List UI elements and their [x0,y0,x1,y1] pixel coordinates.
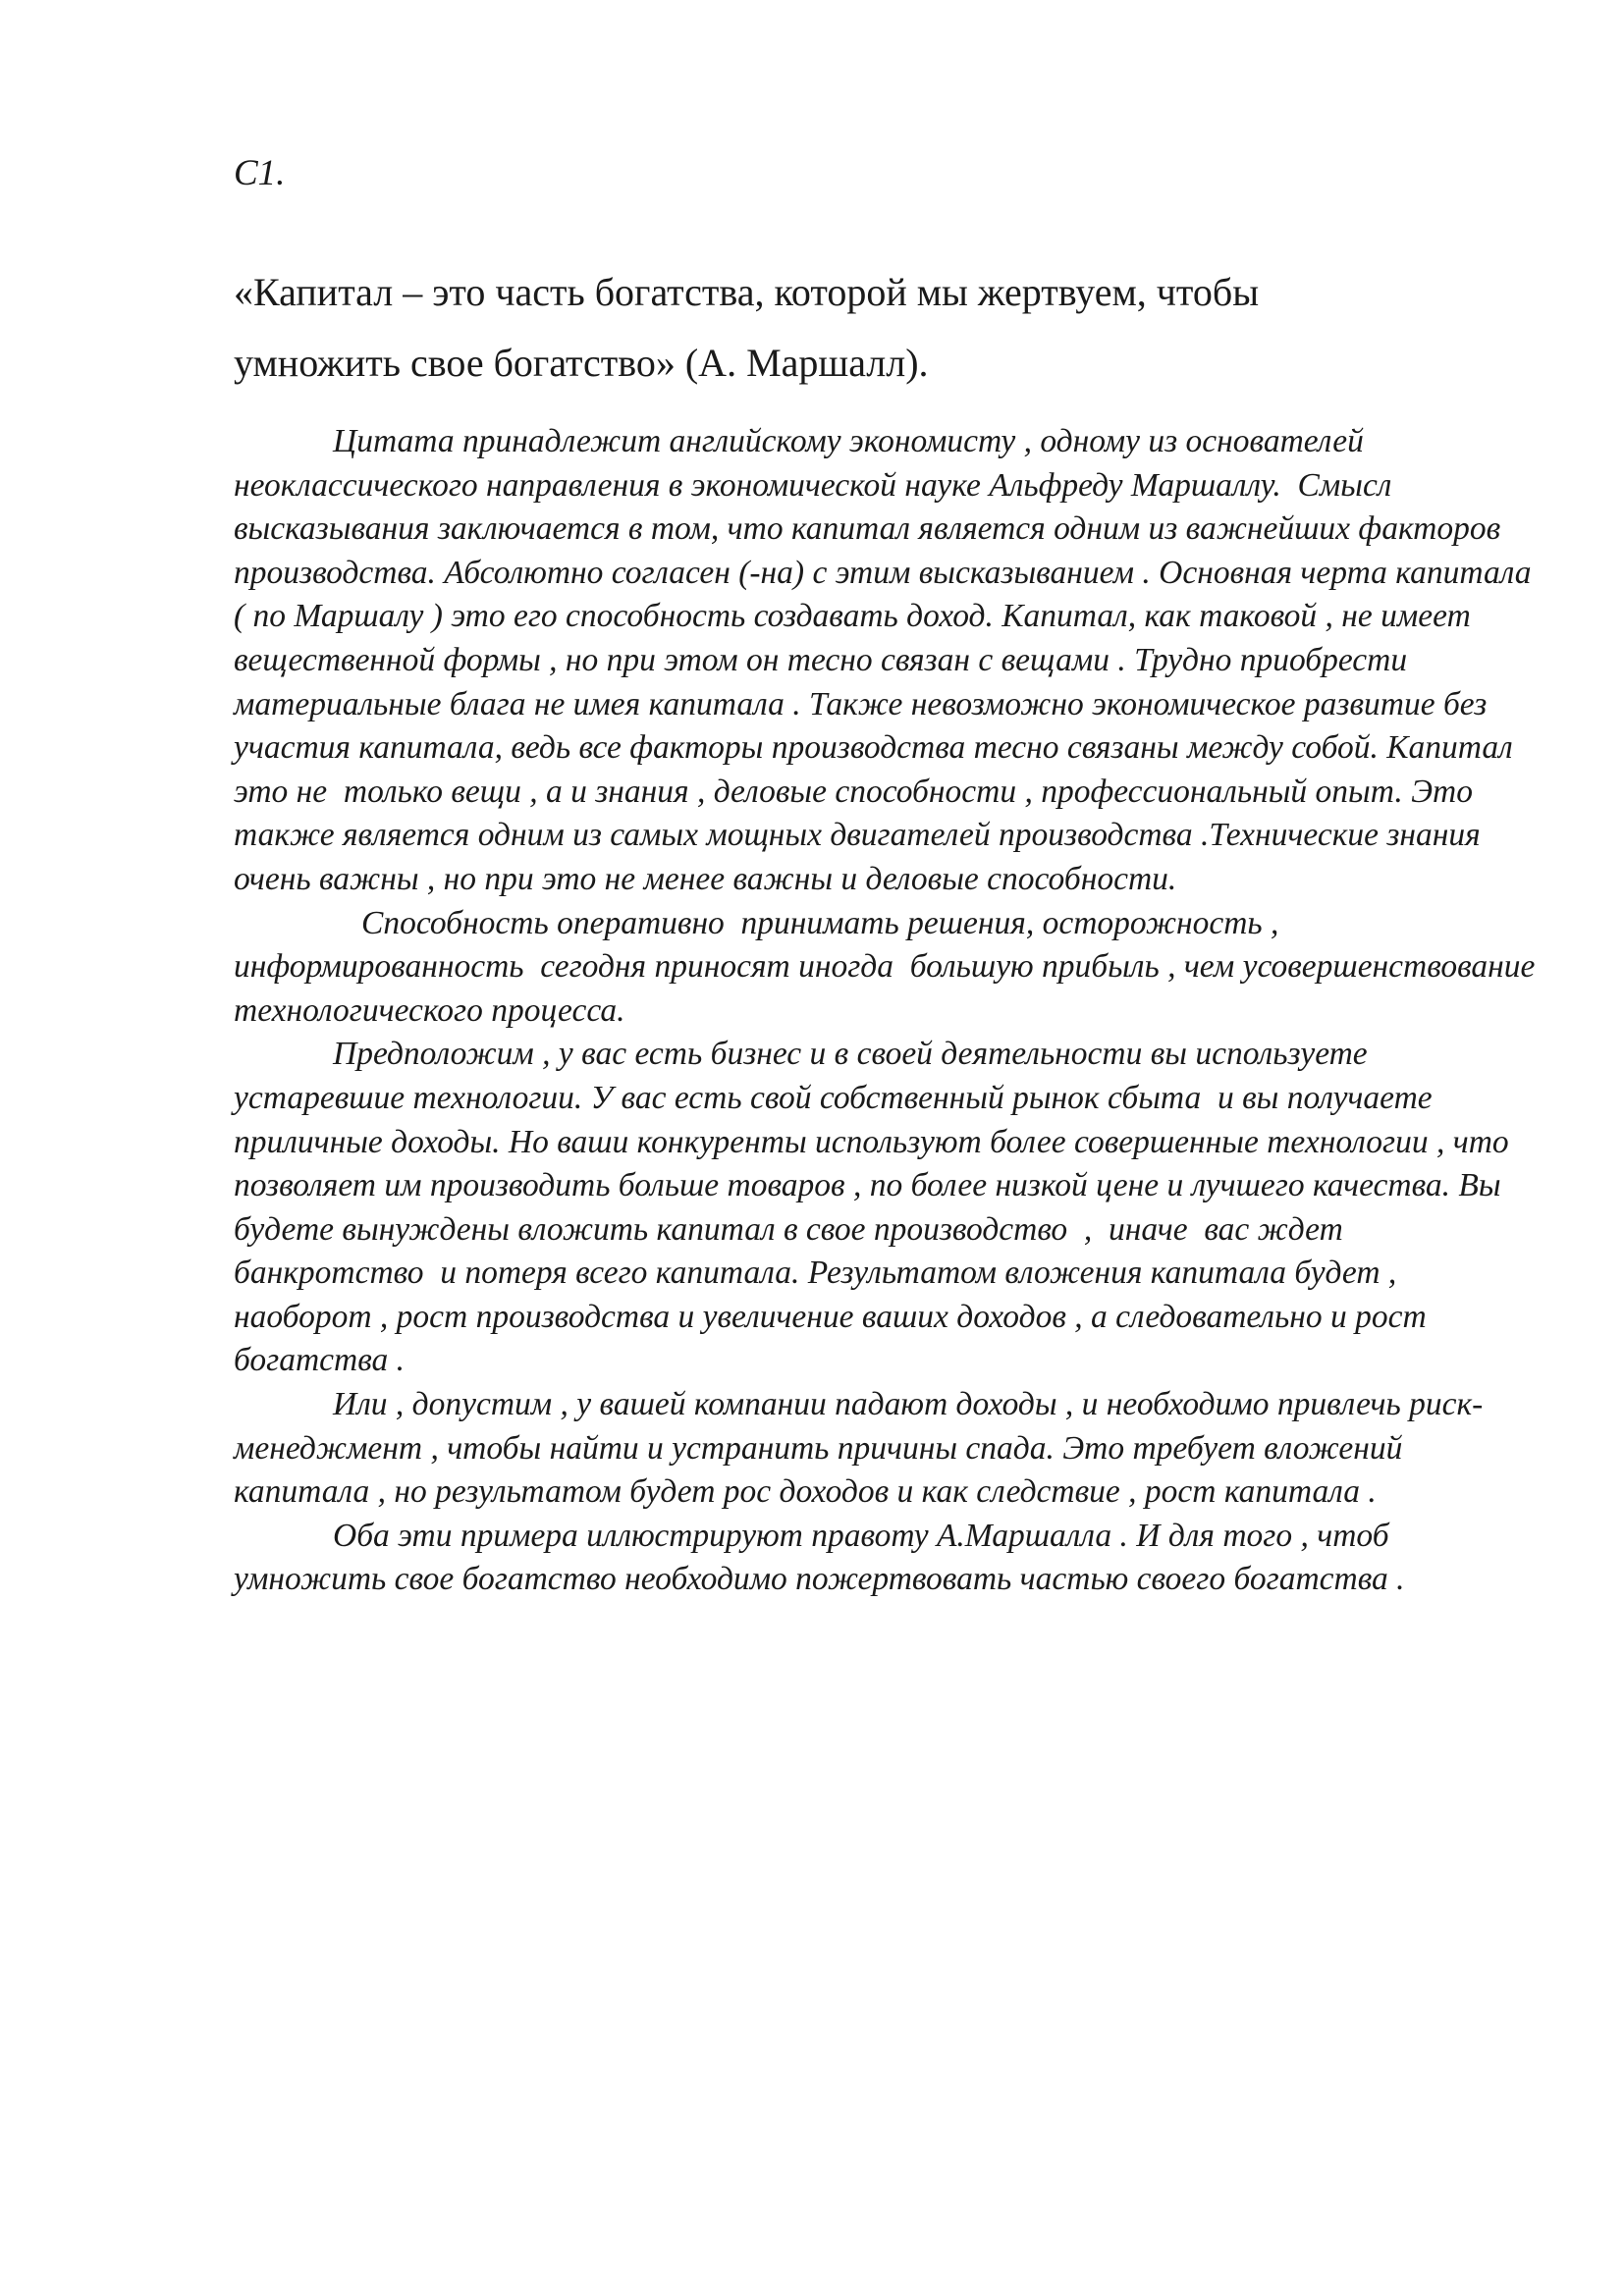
epigraph-quote: «Капитал – это часть богатства, которой мы жертвуем, чтобы умножить свое богатство» (А. Маршалл). [234,270,1260,385]
essay-paragraph: Способность оперативно принимать решения, осторожность , информированность сегодня приносят иногда большую прибыль , чем усовершенствование технологического процесса. [234,904,1543,1029]
essay-body [234,420,1543,1602]
essay-paragraph: Цитата принадлежит английскому экономисту , одному из основателей неоклассического направления в экономической науке Альфреду Маршаллу. Смысл высказывания заключается в том, что капитал является одним из важнейших факторов производства. Абсолютно согласен (-на) с этим высказыванием . Основная черта капитала ( по Маршалу ) это его способность создавать доход. Капитал, как таковой , не имеет вещественной формы , но при этом он тесно связан с вещами . Трудно приобрести материальные блага не имея капитала . Также невозможно экономическое развитие без участия капитала, ведь все факторы производства тесно связаны между собой. Капитал это не только вещи , а и знания , деловые способности , профессиональный опыт. Это также является одним из самых мощных двигателей производства .Технические знания очень важны , но при это не менее важны и деловые способности. [234,423,1540,897]
essay-paragraph: Оба эти примера иллюстрируют правоту А.Маршалла . И для того , чтоб умножить свое богатство необходимо пожертвовать частью своего богатства . [234,1517,1405,1598]
task-label: С1. [234,153,286,193]
essay-paragraph: Предположим , у вас есть бизнес и в своей деятельности вы используете устаревшие технологии. У вас есть свой собственный рынок сбыта и вы получаете приличные доходы. Но ваши конкуренты используют более совершенные технологии , что позволяет им производить больше товаров , по более низкой цене и лучшего качества. Вы будете вынуждены вложить капитал в свое производство , иначе вас ждет банкротство и потеря всего капитала. Результатом вложения капитала будет , наоборот , рост производства и увеличение ваших доходов , а следовательно и рост богатства . [234,1036,1518,1379]
essay-paragraph: Или , допустим , у вашей компании падают доходы , и необходимо привлечь риск-менеджмент , чтобы найти и устранить причины спада. Это требует вложений капитала , но результатом будет рос доходов и как следствие , рост капитала . [234,1386,1484,1511]
